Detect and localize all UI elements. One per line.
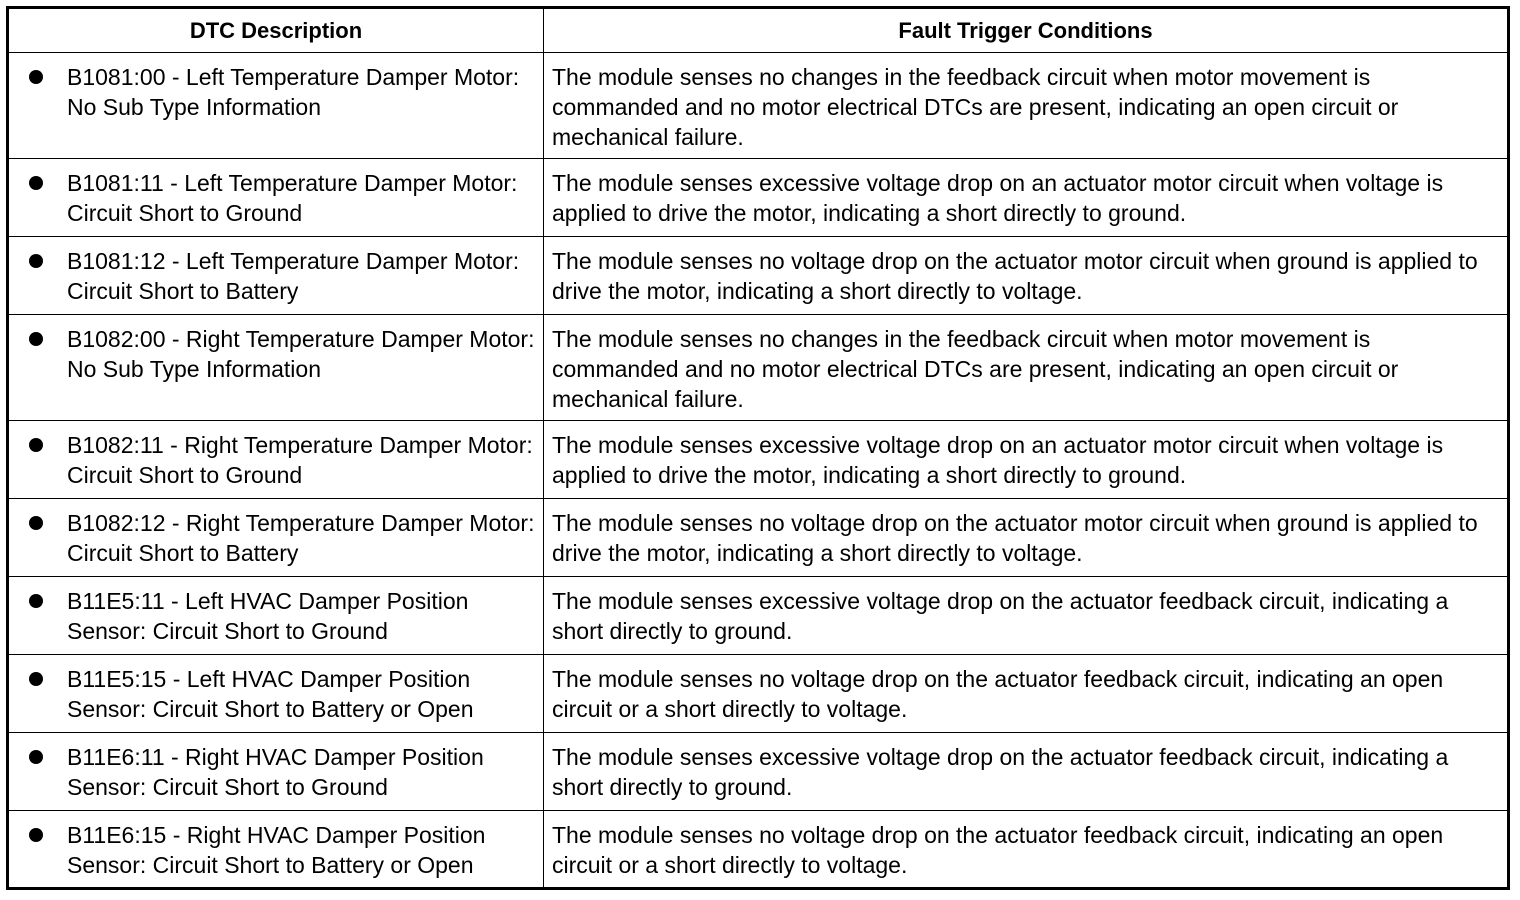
dtc-description: B1082:11 - Right Temperature Damper Motor: Circuit Short to Ground — [67, 432, 533, 488]
table-row — [8, 421, 1509, 499]
header-dtc-description: DTC Description — [8, 8, 544, 53]
dtc-description: B11E6:11 - Right HVAC Damper Position Sensor: Circuit Short to Ground — [67, 744, 484, 800]
bullet-icon — [29, 516, 43, 530]
dtc-description: B11E5:15 - Left HVAC Damper Position Sensor: Circuit Short to Battery or Open — [67, 666, 474, 722]
table-row — [8, 811, 1509, 889]
fault-condition-cell: The module senses no changes in the feedback circuit when motor movement is commanded and no motor electrical DTCs are present, indicating an open circuit or mechanical failure. — [544, 53, 1509, 159]
dtc-description: B11E6:15 - Right HVAC Damper Position Sensor: Circuit Short to Battery or Open — [67, 822, 486, 878]
dtc-description-cell — [8, 53, 544, 159]
fault-condition-cell: The module senses excessive voltage drop on an actuator motor circuit when voltage is applied to drive the motor, indicating a short directly to ground. — [544, 159, 1509, 237]
table-row — [8, 577, 1509, 655]
bullet-icon — [29, 672, 43, 686]
dtc-description-cell — [8, 315, 544, 421]
table-row — [8, 315, 1509, 421]
fault-condition-cell: The module senses no voltage drop on the actuator motor circuit when ground is applied to drive the motor, indicating a short directly to voltage. — [544, 237, 1509, 315]
dtc-description: B1081:11 - Left Temperature Damper Motor: Circuit Short to Ground — [67, 170, 518, 226]
fault-condition-cell: The module senses no changes in the feedback circuit when motor movement is commanded and no motor electrical DTCs are present, indicating an open circuit or mechanical failure. — [544, 315, 1509, 421]
dtc-description: B1082:00 - Right Temperature Damper Motor: No Sub Type Information — [67, 326, 535, 382]
dtc-description: B1081:12 - Left Temperature Damper Motor: Circuit Short to Battery — [67, 248, 520, 304]
fault-condition-cell: The module senses no voltage drop on the actuator feedback circuit, indicating an open circuit or a short directly to voltage. — [544, 655, 1509, 733]
table-row — [8, 655, 1509, 733]
bullet-icon — [29, 176, 43, 190]
bullet-icon — [29, 254, 43, 268]
table-row — [8, 499, 1509, 577]
fault-condition-cell: The module senses no voltage drop on the actuator feedback circuit, indicating an open circuit or a short directly to voltage. — [544, 811, 1509, 889]
dtc-description: B1082:12 - Right Temperature Damper Motor: Circuit Short to Battery — [67, 510, 535, 566]
table-row — [8, 159, 1509, 237]
table-row — [8, 237, 1509, 315]
dtc-description-cell — [8, 733, 544, 811]
bullet-icon — [29, 332, 43, 346]
bullet-icon — [29, 70, 43, 84]
bullet-icon — [29, 828, 43, 842]
fault-condition-cell: The module senses excessive voltage drop on the actuator feedback circuit, indicating a short directly to ground. — [544, 733, 1509, 811]
dtc-description-cell — [8, 577, 544, 655]
dtc-description-cell — [8, 655, 544, 733]
fault-condition-cell: The module senses excessive voltage drop on the actuator feedback circuit, indicating a short directly to ground. — [544, 577, 1509, 655]
table-header-row — [8, 8, 1509, 53]
dtc-description-cell — [8, 811, 544, 889]
bullet-icon — [29, 594, 43, 608]
dtc-description-cell — [8, 159, 544, 237]
dtc-description-cell — [8, 237, 544, 315]
dtc-description: B1081:00 - Left Temperature Damper Motor: No Sub Type Information — [67, 64, 520, 120]
dtc-description-cell — [8, 499, 544, 577]
dtc-description-cell — [8, 421, 544, 499]
dtc-description: B11E5:11 - Left HVAC Damper Position Sensor: Circuit Short to Ground — [67, 588, 469, 644]
header-fault-trigger-conditions: Fault Trigger Conditions — [544, 8, 1509, 53]
table-row — [8, 53, 1509, 159]
table-row — [8, 733, 1509, 811]
bullet-icon — [29, 438, 43, 452]
fault-condition-cell: The module senses no voltage drop on the actuator motor circuit when ground is applied to drive the motor, indicating a short directly to voltage. — [544, 499, 1509, 577]
fault-condition-cell: The module senses excessive voltage drop on an actuator motor circuit when voltage is applied to drive the motor, indicating a short directly to ground. — [544, 421, 1509, 499]
bullet-icon — [29, 750, 43, 764]
dtc-table — [6, 6, 1510, 890]
